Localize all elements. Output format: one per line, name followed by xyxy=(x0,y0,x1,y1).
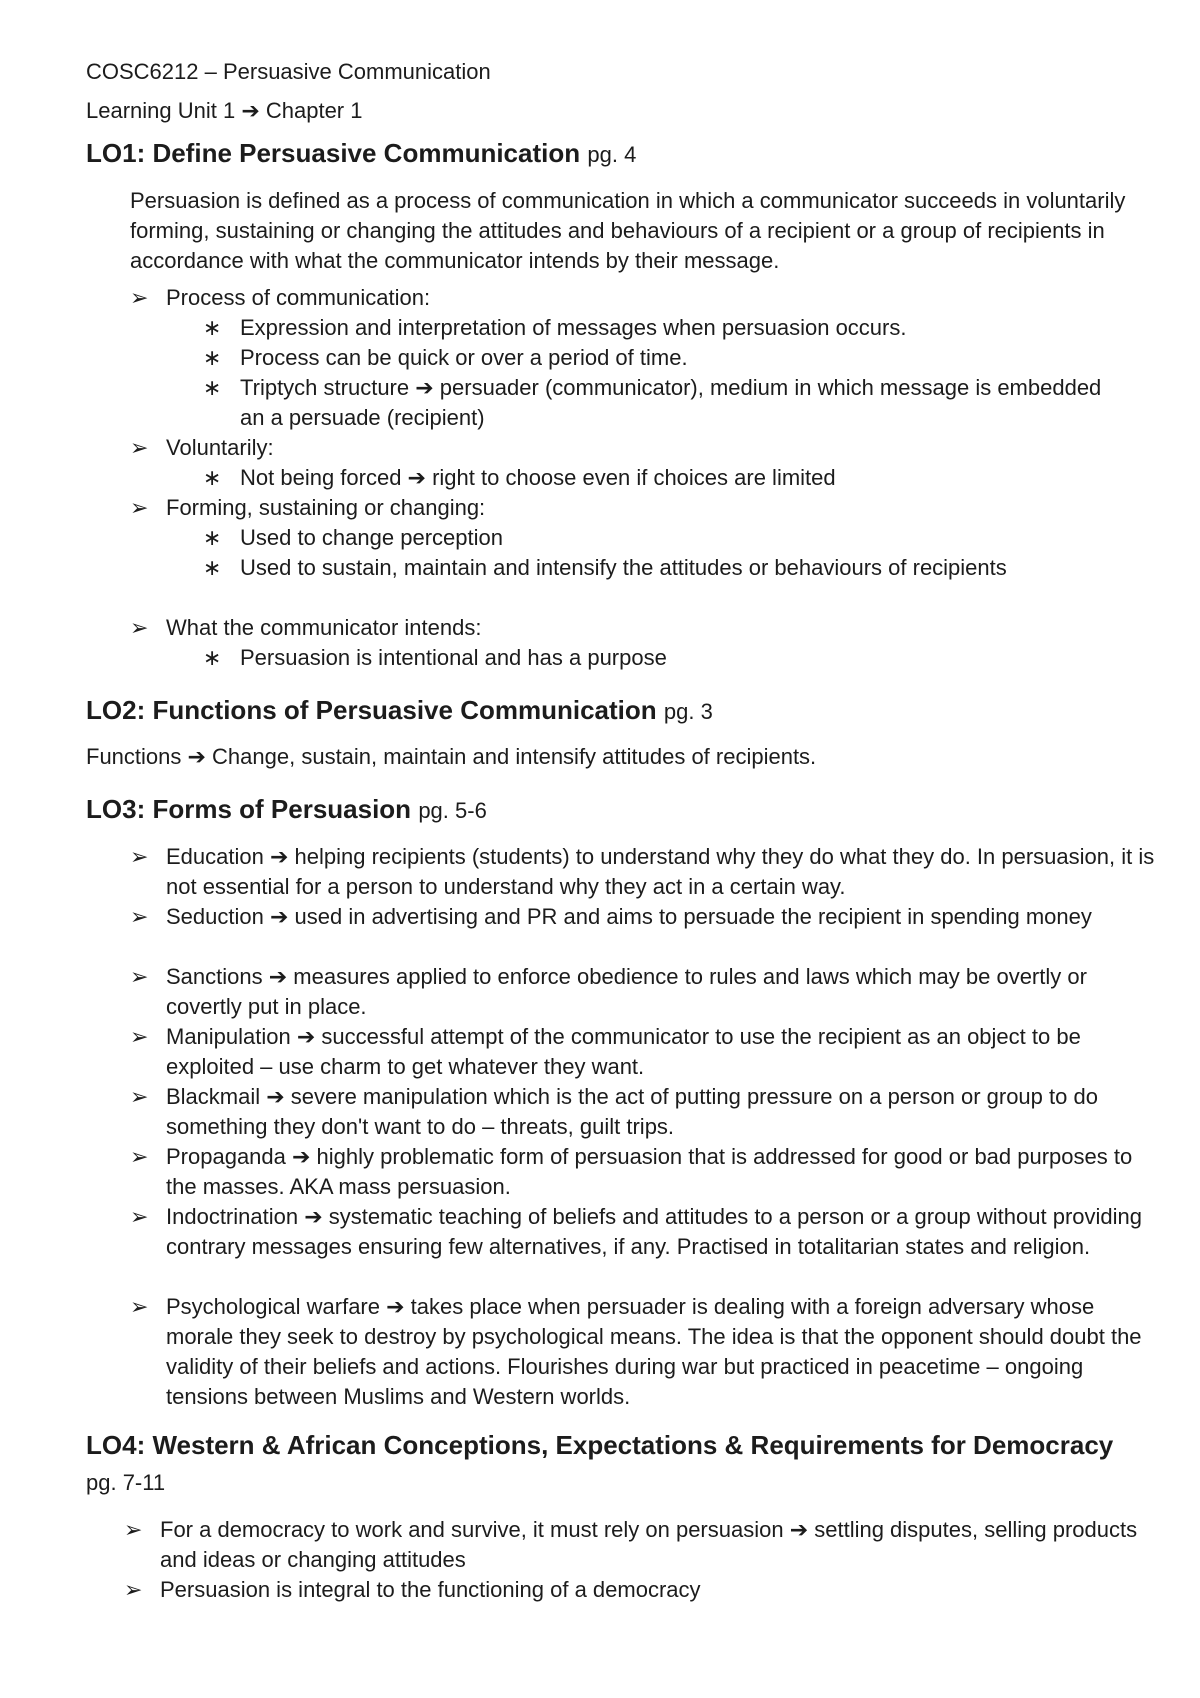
bullet-arrow-icon: ➢ xyxy=(130,904,149,929)
list-item xyxy=(130,283,1166,313)
list-item-text: Manipulation ➔ successful attempt of the communicator to use the recipient as an object to be exploited – use charm to get whatever they want. xyxy=(166,1024,1081,1079)
lo1-heading xyxy=(86,136,636,172)
list-item-text: Blackmail ➔ severe manipulation which is the act of putting pressure on a person or group to do something they don't want to do – threats, guilt trips. xyxy=(166,1084,1098,1139)
bullet-star-icon: ∗ xyxy=(203,465,222,490)
course-title: COSC6212 – Persuasive Communication xyxy=(86,59,491,84)
bullet-arrow-icon: ➢ xyxy=(124,1577,143,1602)
lo4-title: LO4: Western & African Conceptions, Expectations & Requirements for Democracy xyxy=(86,1430,1114,1460)
unit-breadcrumb: Learning Unit 1 ➔ Chapter 1 xyxy=(86,98,363,123)
list-item xyxy=(130,1022,1166,1082)
lo1-definition: Persuasion is defined as a process of communication in which a communicator succeeds in voluntarily forming, sustaining or changing the attitudes and behaviours of a recipient or a group of recipients in accordance with what the communicator intends by their message. xyxy=(130,188,1126,273)
list-item xyxy=(203,523,1120,553)
list-item xyxy=(130,902,1166,932)
lo3-title: LO3: Forms of Persuasion xyxy=(86,794,412,824)
list-item-text: For a democracy to work and survive, it must rely on persuasion ➔ settling disputes, selling products and ideas or changing attitudes xyxy=(160,1517,1138,1572)
list-item xyxy=(130,1082,1166,1142)
list-item-text: Not being forced ➔ right to choose even if choices are limited xyxy=(240,465,836,490)
bullet-star-icon: ∗ xyxy=(203,645,222,670)
list-item-text: Psychological warfare ➔ takes place when persuader is dealing with a foreign adversary whose morale they seek to destroy by psychological means. The idea is that the opponent should doubt the validity of their beliefs and actions. Flourishes during war but practiced in peacetime – ongoing tensions between Muslims and Western worlds. xyxy=(166,1294,1142,1409)
bullet-arrow-icon: ➢ xyxy=(130,1204,149,1229)
list-item xyxy=(130,613,1166,643)
bullet-arrow-icon: ➢ xyxy=(130,435,149,460)
lo4-heading xyxy=(86,1427,1126,1501)
list-item xyxy=(203,313,1120,343)
lo2-text: Functions ➔ Change, sustain, maintain and intensify attitudes of recipients. xyxy=(86,744,817,769)
list-item-text: Persuasion is intentional and has a purpose xyxy=(240,645,667,670)
list-item xyxy=(203,643,1120,673)
lo1-title: LO1: Define Persuasive Communication xyxy=(86,138,581,168)
list-item-text: What the communicator intends: xyxy=(166,615,482,640)
list-item xyxy=(130,493,1166,523)
bullet-star-icon: ∗ xyxy=(203,525,222,550)
list-item xyxy=(124,1575,1160,1605)
lo3-page-ref: pg. 5-6 xyxy=(418,798,487,823)
bullet-arrow-icon: ➢ xyxy=(130,495,149,520)
list-item xyxy=(130,433,1166,463)
list-item xyxy=(130,962,1166,1022)
bullet-arrow-icon: ➢ xyxy=(130,964,149,989)
list-item-text: Used to change perception xyxy=(240,525,503,550)
lo3-heading xyxy=(86,792,487,828)
list-item-text: Propaganda ➔ highly problematic form of persuasion that is addressed for good or bad purposes to the masses. AKA mass persuasion. xyxy=(166,1144,1133,1199)
list-item-text: Persuasion is integral to the functioning of a democracy xyxy=(160,1577,701,1602)
list-item xyxy=(203,343,1120,373)
list-item-text: Triptych structure ➔ persuader (communicator), medium in which message is embedded an a persuade (recipient) xyxy=(240,375,1102,430)
lo2-heading xyxy=(86,693,713,729)
lo4-page-ref: pg. 7-11 xyxy=(86,1470,166,1495)
bullet-arrow-icon: ➢ xyxy=(130,1084,149,1109)
list-item xyxy=(130,1202,1166,1262)
bullet-star-icon: ∗ xyxy=(203,555,222,580)
lo2-title: LO2: Functions of Persuasive Communication xyxy=(86,695,657,725)
lo1-page-ref: pg. 4 xyxy=(587,142,637,167)
list-item-text: Forming, sustaining or changing: xyxy=(166,495,486,520)
bullet-arrow-icon: ➢ xyxy=(130,844,149,869)
bullet-arrow-icon: ➢ xyxy=(130,1144,149,1169)
list-item xyxy=(203,553,1120,583)
list-item xyxy=(130,1292,1166,1412)
bullet-arrow-icon: ➢ xyxy=(130,615,149,640)
bullet-star-icon: ∗ xyxy=(203,345,222,370)
bullet-star-icon: ∗ xyxy=(203,375,222,400)
list-item-text: Education ➔ helping recipients (students) to understand why they do what they do. In persuasion, it is not essential for a person to understand why they act in a certain way. xyxy=(166,844,1155,899)
bullet-star-icon: ∗ xyxy=(203,315,222,340)
list-item-text: Expression and interpretation of messages when persuasion occurs. xyxy=(240,315,907,340)
bullet-arrow-icon: ➢ xyxy=(130,1024,149,1049)
list-item xyxy=(130,1142,1166,1202)
list-item xyxy=(203,463,1120,493)
lo2-page-ref: pg. 3 xyxy=(663,699,713,724)
list-item-text: Process of communication: xyxy=(166,285,431,310)
list-item xyxy=(130,842,1166,902)
list-item-text: Used to sustain, maintain and intensify the attitudes or behaviours of recipients xyxy=(240,555,1007,580)
list-item xyxy=(203,373,1120,433)
list-item-text: Voluntarily: xyxy=(166,435,274,460)
bullet-arrow-icon: ➢ xyxy=(130,1294,149,1319)
list-item-text: Seduction ➔ used in advertising and PR and aims to persuade the recipient in spending money xyxy=(166,904,1092,929)
bullet-arrow-icon: ➢ xyxy=(130,285,149,310)
list-item-text: Process can be quick or over a period of time. xyxy=(240,345,688,370)
list-item xyxy=(124,1515,1160,1575)
list-item-text: Sanctions ➔ measures applied to enforce obedience to rules and laws which may be overtly or covertly put in place. xyxy=(166,964,1087,1019)
list-item-text: Indoctrination ➔ systematic teaching of beliefs and attitudes to a person or a group without providing contrary messages ensuring few alternatives, if any. Practised in totalitarian states and religion. xyxy=(166,1204,1143,1259)
bullet-arrow-icon: ➢ xyxy=(124,1517,143,1542)
